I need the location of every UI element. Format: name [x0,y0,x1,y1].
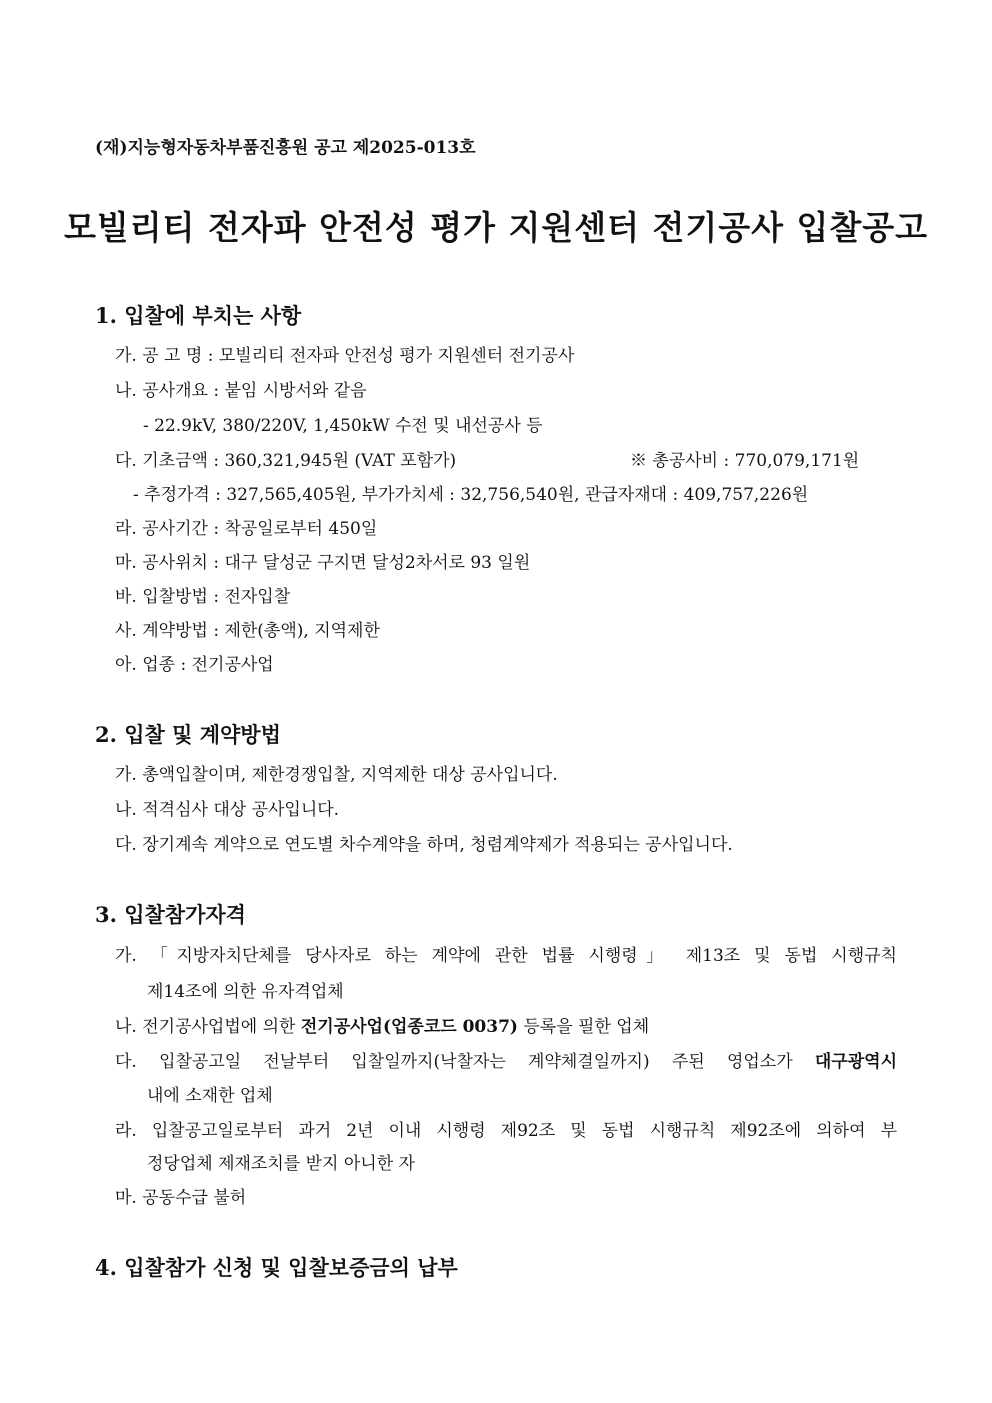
list-item: 가. 총액입찰이며, 제한경쟁입찰, 지역제한 대상 공사입니다. [115,765,558,785]
list-item: 사. 계약방법 : 제한(총액), 지역제한 [115,621,380,641]
notice-number: (재)지능형자동차부품진흥원 공고 제2025-013호 [95,138,476,158]
list-item: 라. 입찰공고일로부터 과거 2년 이내 시행령 제92조 및 동법 시행규칙 제92조에 의하여 부 [115,1121,897,1141]
list-item: 바. 입찰방법 : 전자입찰 [115,587,291,607]
text: 다. 입찰공고일 전날부터 입찰일까지(낙찰자는 계약체결일까지) 주된 영업소가 [115,1052,815,1072]
section-3-heading: 3. 입찰참가자격 [95,902,246,927]
list-item: 정당업체 제재조치를 받지 아니한 자 [147,1154,415,1174]
list-item: 마. 공사위치 : 대구 달성군 구지면 달성2차서로 93 일원 [115,553,531,573]
list-item: - 추정가격 : 327,565,405원, 부가가치세 : 32,756,540원, 관급자재대 : 409,757,226원 [133,485,809,505]
list-item: 다. 기초금액 : 360,321,945원 (VAT 포함가) [115,451,457,471]
list-item: 가. 공 고 명 : 모빌리티 전자파 안전성 평가 지원센터 전기공사 [115,346,575,366]
list-item: 마. 공동수급 불허 [115,1188,247,1208]
list-item: 나. 공사개요 : 붙임 시방서와 같음 [115,381,367,401]
section-2-heading: 2. 입찰 및 계약방법 [95,722,281,747]
list-item [115,1051,897,1073]
list-item [115,1016,649,1038]
page-title: 모빌리티 전자파 안전성 평가 지원센터 전기공사 입찰공고 [63,208,928,247]
list-item: 내에 소재한 업체 [147,1086,273,1106]
list-item: 가. 「지방자치단체를 당사자로 하는 계약에 관한 법률 시행령」 제13조 및 동법 시행규칙 [115,946,897,966]
list-item: 아. 업종 : 전기공사업 [115,655,274,675]
list-item: 라. 공사기간 : 착공일로부터 450일 [115,519,378,539]
text: 등록을 필한 업체 [517,1017,650,1037]
list-item: 나. 적격심사 대상 공사입니다. [115,800,340,820]
bold-text: 전기공사업(업종코드 0037) [300,1017,518,1037]
text: 나. 전기공사업법에 의한 [115,1017,301,1037]
section-1-heading: 1. 입찰에 부치는 사항 [95,303,302,328]
section-4-heading: 4. 입찰참가 신청 및 입찰보증금의 납부 [95,1255,458,1280]
total-cost-note: ※ 총공사비 : 770,079,171원 [630,451,860,471]
list-item: - 22.9kV, 380/220V, 1,450kW 수전 및 내선공사 등 [143,416,543,436]
list-item: 제14조에 의한 유자격업체 [147,982,344,1002]
bold-text: 대구광역시 [814,1052,897,1072]
list-item: 다. 장기계속 계약으로 연도별 차수계약을 하며, 청렴계약제가 적용되는 공사입니다. [115,835,733,855]
